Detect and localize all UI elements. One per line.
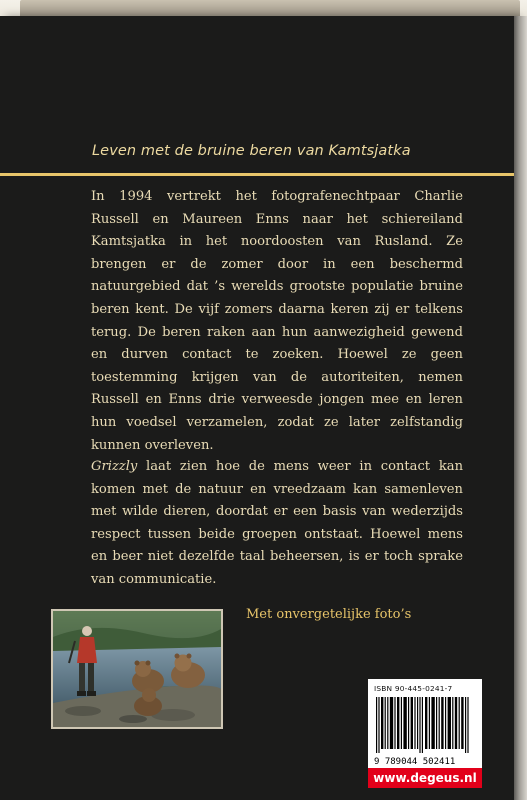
isbn-number: ISBN 90-445-0241-7: [374, 684, 453, 693]
cover-panel: [0, 16, 514, 800]
description-paragraph-2: [91, 456, 463, 592]
description-paragraph-1: In 1994 vertrekt het fotografenechtpaar Charlie Russell en Maureen Enns naar het schiereiland Kamtsjatka in het noordoosten van Rusland. Ze brengen er de zomer door in een beschermd natuurgebied dat ’s werelds grootste populatie bruine beren kent. De vijf zomers daarna keren zij er telkens terug. De beren raken aan hun aanwezigheid gewend en durven contact te zoeken. Hoewel ze geen toestemming krijgen van de autoriteiten, nemen Russell en Enns drie verweesde jongen mee en leren hun voedsel verzamelen, zodat ze later zelfstandig kunnen overleven.: [91, 189, 463, 453]
description-paragraph-2-text: laat zien hoe de mens weer in contact kan komen met de natuur en vreedzaam kan samenleven met wilde dieren, doordat er een basis van wederzijds respect tussen beide groepen ontstaat. Hoewel mens en beer niet dezelfde taal beheersen, is er toch sprake van communicatie.: [91, 459, 463, 587]
photo-caption: Met onvergetelijke foto’s: [246, 607, 412, 622]
publisher-website: www.degeus.nl: [368, 768, 482, 788]
photo-hiker-with-bears: [51, 609, 223, 729]
cover-page-edge: [514, 16, 527, 800]
barcode-digits: 9 789044 502411: [374, 757, 456, 767]
book-title-inline: Grizzly: [91, 459, 138, 474]
gold-divider: [0, 173, 514, 176]
photo-illustration: [53, 611, 221, 727]
barcode-icon: [372, 697, 478, 767]
tagline: Leven met de bruine beren van Kamtsjatka: [92, 143, 411, 159]
